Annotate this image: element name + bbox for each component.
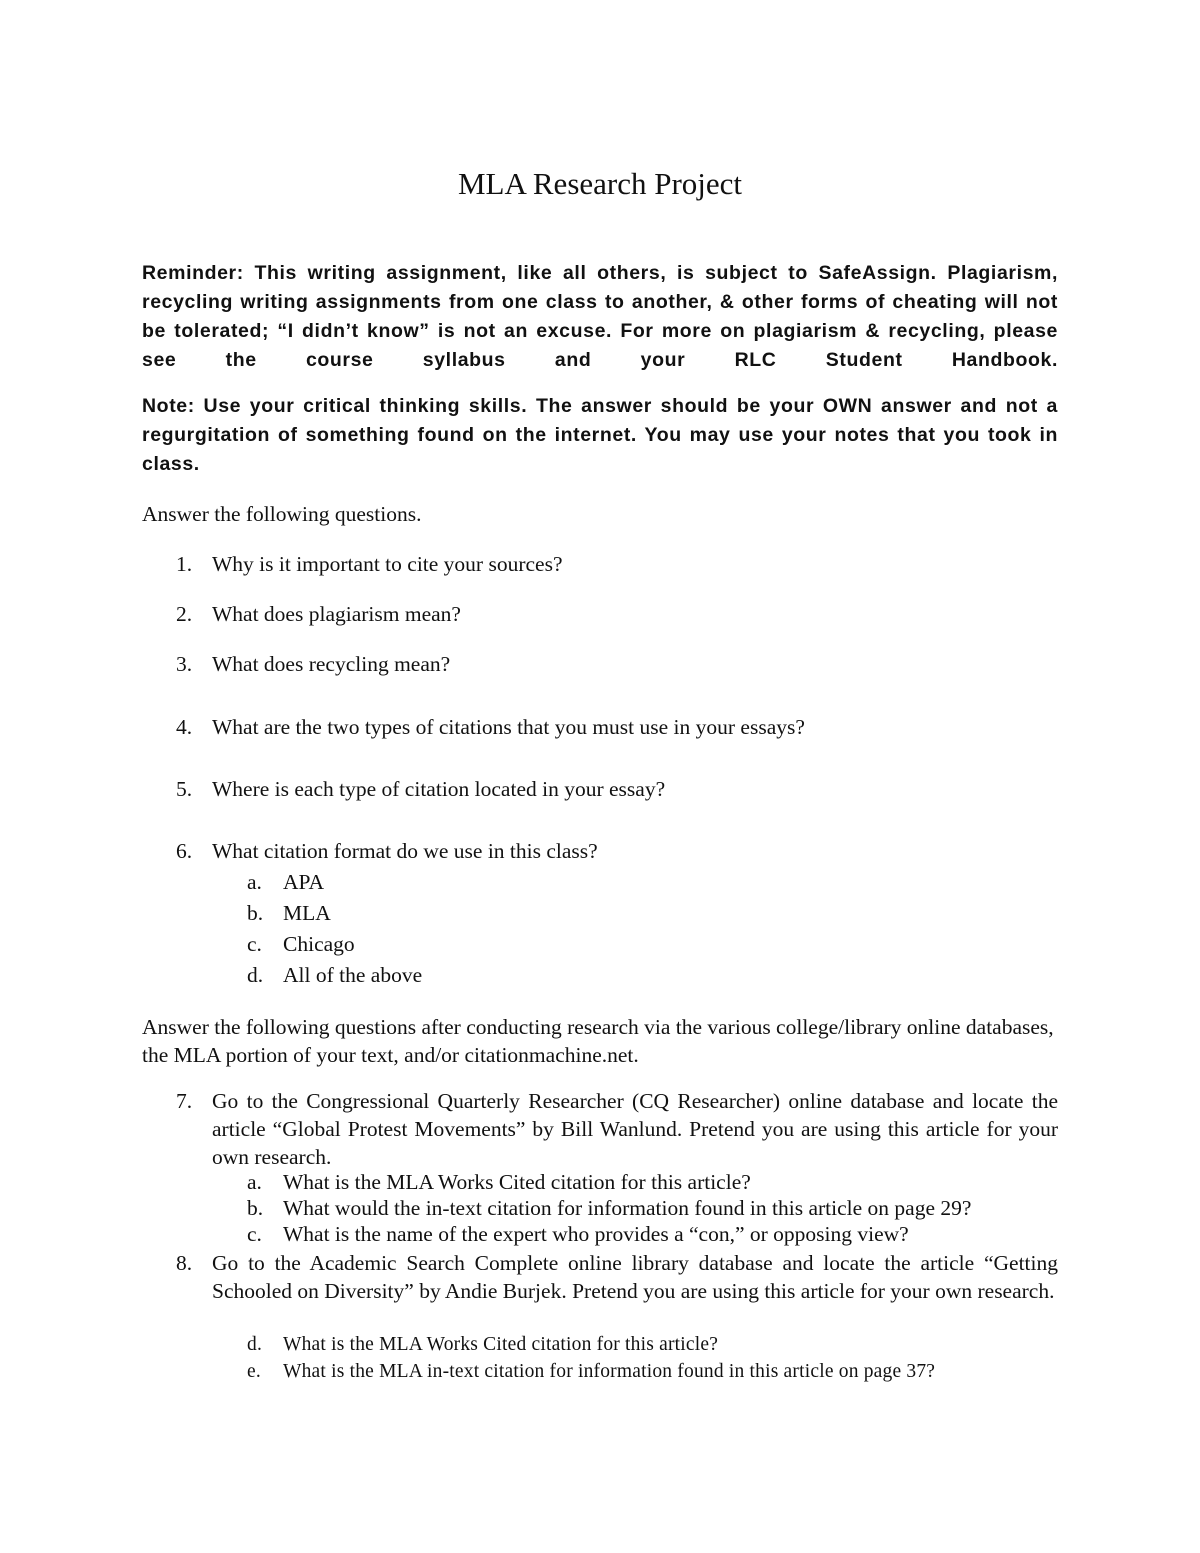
- question-text: Go to the Congressional Quarterly Researcher (CQ Researcher) online database and locate the article “Global Protest Movements” by Bill Wanlund. Pretend you are using this article for your own research.: [212, 1089, 1058, 1169]
- sub-text: What would the in-text citation for information found in this article on page 29?: [283, 1196, 972, 1220]
- question-number: 7.: [176, 1089, 193, 1113]
- option-letter: c.: [247, 932, 262, 956]
- instructions-part-1: Answer the following questions.: [142, 502, 422, 526]
- question-text: What citation format do we use in this class?: [212, 839, 598, 863]
- sub-letter: e.: [247, 1361, 261, 1382]
- question-number: 3.: [176, 652, 193, 676]
- question-number: 1.: [176, 552, 193, 576]
- question-text: Why is it important to cite your sources?: [212, 552, 563, 576]
- option-letter: d.: [247, 963, 264, 987]
- sub-letter: a.: [247, 1170, 262, 1194]
- option-letter: b.: [247, 901, 264, 925]
- question-number: 4.: [176, 715, 193, 739]
- question-text: What are the two types of citations that you must use in your essays?: [212, 715, 805, 739]
- option-text: Chicago: [283, 932, 355, 956]
- question-text: Where is each type of citation located in your essay?: [212, 777, 666, 801]
- question-text: Go to the Academic Search Complete online library database and locate the article “Getting Schooled on Diversity” by Andie Burjek. Pretend you are using this article for your own research.: [212, 1251, 1058, 1303]
- sub-text: What is the MLA Works Cited citation for this article?: [283, 1334, 719, 1355]
- instructions-part-2: Answer the following questions after conducting research via the various college/library online databases, the MLA portion of your text, and/or citationmachine.net.: [142, 1015, 1054, 1067]
- option-text: MLA: [283, 901, 331, 925]
- question-number: 5.: [176, 777, 193, 801]
- page-title: MLA Research Project: [457, 166, 743, 201]
- sub-text: What is the MLA Works Cited citation for this article?: [283, 1170, 751, 1194]
- option-text: All of the above: [283, 963, 423, 987]
- sub-text: What is the MLA in-text citation for information found in this article on page 37?: [283, 1361, 936, 1382]
- question-number: 6.: [176, 839, 193, 863]
- question-number: 8.: [176, 1251, 193, 1275]
- question-text: What does plagiarism mean?: [212, 602, 461, 626]
- sub-letter: d.: [247, 1334, 263, 1355]
- option-text: APA: [283, 870, 325, 894]
- sub-letter: c.: [247, 1222, 262, 1246]
- sub-text: What is the name of the expert who provides a “con,” or opposing view?: [283, 1222, 909, 1246]
- note-paragraph: Note: Use your critical thinking skills. The answer should be your OWN answer and not a regurgitation of something found on the internet. You may use your notes that you took in class.: [142, 395, 1058, 475]
- reminder-paragraph: Reminder: This writing assignment, like all others, is subject to SafeAssign. Plagiarism, recycling writing assignments from one class to another, & other forms of cheating will not be tolerated; “I didn’t know” is not an excuse. For more on plagiarism & recycling, please see the course syllabus and your RLC Student Handbook.: [142, 262, 1058, 371]
- question-number: 2.: [176, 602, 193, 626]
- question-text: What does recycling mean?: [212, 652, 451, 676]
- sub-letter: b.: [247, 1196, 264, 1220]
- option-letter: a.: [247, 870, 262, 894]
